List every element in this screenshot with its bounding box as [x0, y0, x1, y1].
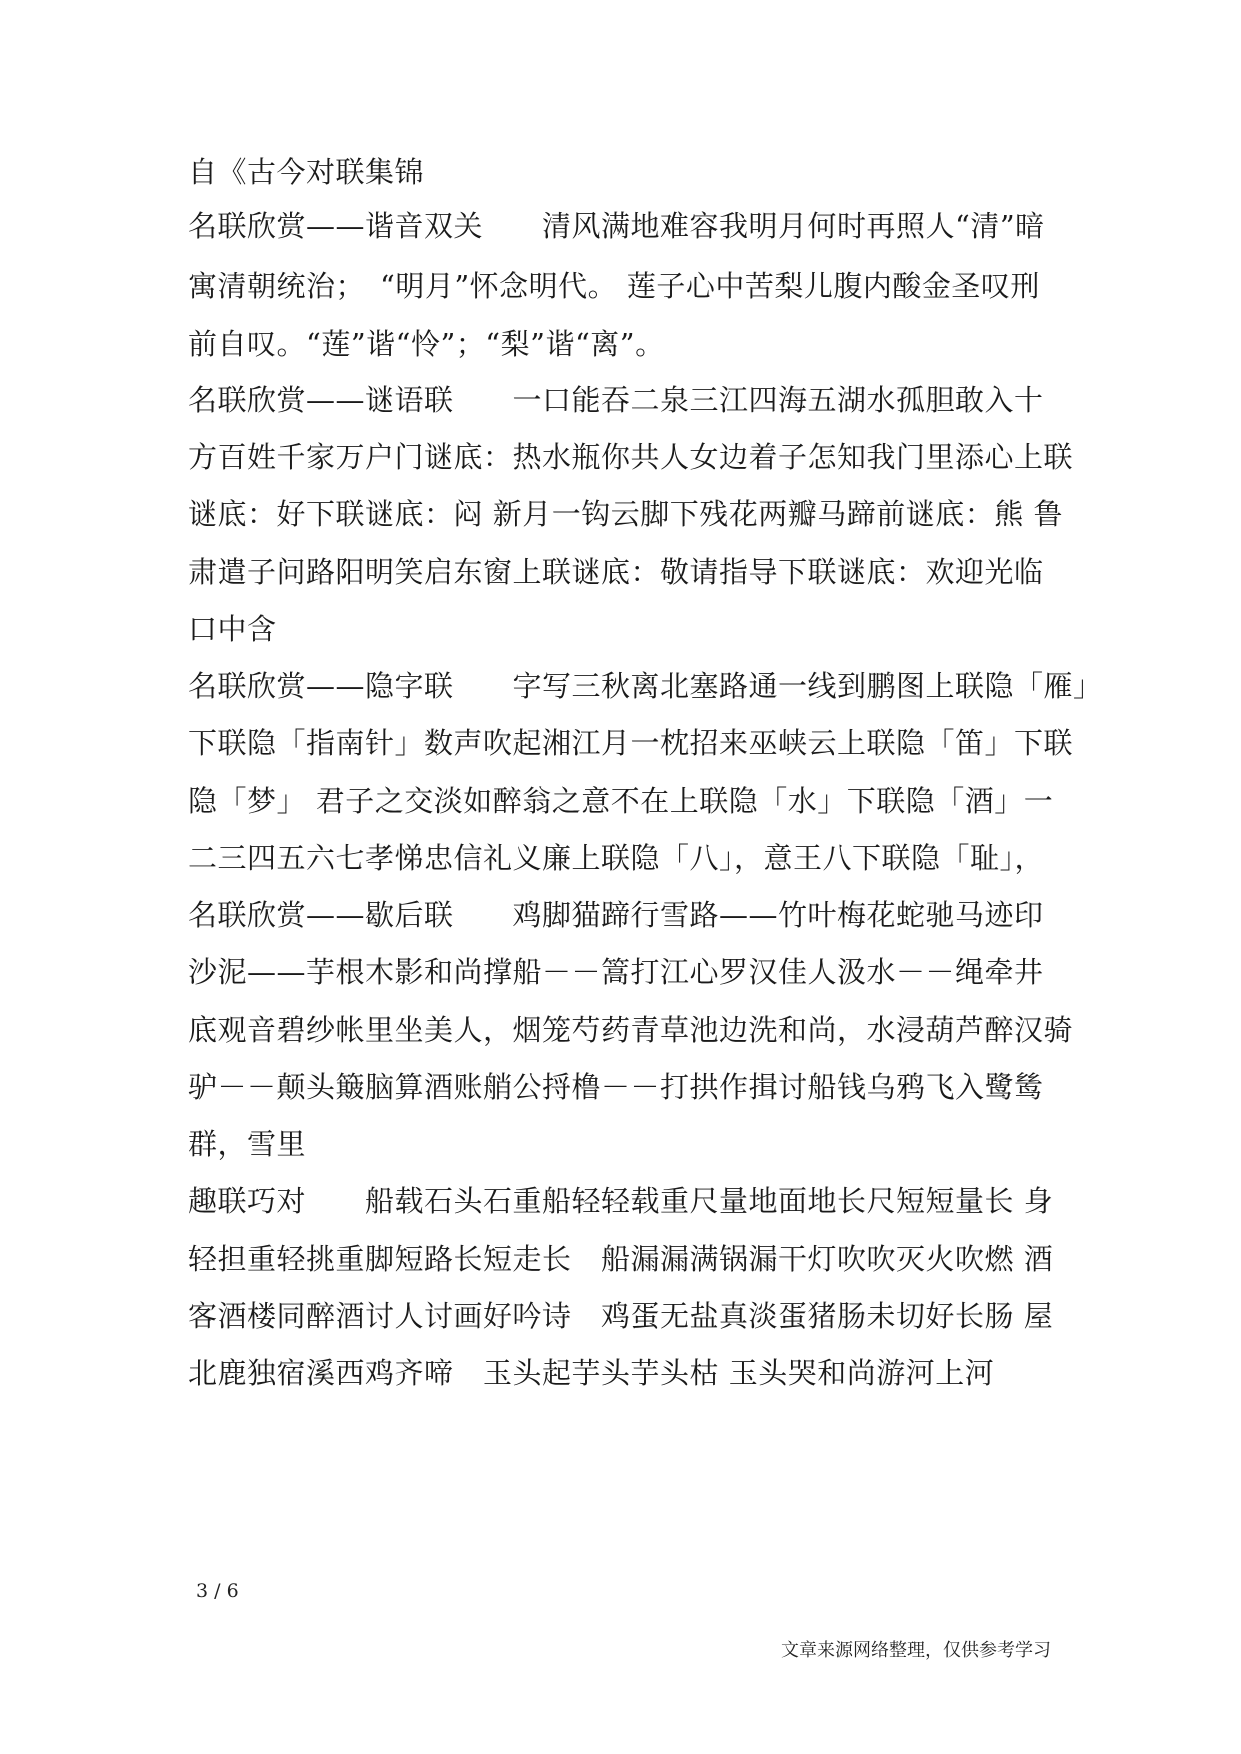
text-line: 客酒楼同醉酒讨人讨画好吟诗 鸡蛋无盐真淡蛋猪肠未切好长肠 屋 [188, 1299, 1054, 1333]
footer-note: 文章来源网络整理，仅供参考学习 [781, 1640, 1051, 1661]
text-line: 驴－－颠头簸脑算酒账艄公捋橹－－打拱作揖讨船钱乌鸦飞入鹭鸶 [188, 1070, 1044, 1104]
text-line: 下联隐「指南针」数声吹起湘江月一枕招来巫峡云上联隐「笛」下联 [188, 726, 1074, 760]
text-line: 寓清朝统治； “明月”怀念明代。 莲子心中苦梨儿腹内酸金圣叹刑 [188, 269, 1040, 303]
text-line: 群，雪里 [188, 1127, 307, 1161]
text-line: 隐「梦」 君子之交淡如醉翁之意不在上联隐「水」下联隐「酒」一 [188, 784, 1054, 818]
text-line: 方百姓千家万户门谜底：热水瓶你共人女边着子怎知我门里添心上联 [188, 440, 1074, 474]
text-line: 底观音碧纱帐里坐美人，烟笼芍药青草池边洗和尚，水浸葫芦醉汉骑 [188, 1013, 1074, 1047]
text-line: 沙泥——芋根木影和尚撑船－－篙打江心罗汉佳人汲水－－绳牵井 [188, 955, 1044, 989]
text-line: 谜底：好下联谜底：闷 新月一钩云脚下残花两瓣马蹄前谜底：熊 鲁 [188, 497, 1063, 531]
page-number: 3 / 6 [196, 1580, 239, 1602]
text-line: 北鹿独宿溪西鸡齐啼 玉头起芋头芋头枯 玉头哭和尚游河上河 [188, 1356, 995, 1390]
text-line: 名联欣赏——谐音双关 清风满地难容我明月何时再照人“清”暗 [188, 209, 1045, 243]
text-line: 口中含 [188, 612, 277, 646]
text-line: 名联欣赏——谜语联 一口能吞二泉三江四海五湖水孤胆敢入十 [188, 383, 1044, 417]
text-line: 轻担重轻挑重脚短路长短走长 船漏漏满锅漏干灯吹吹灭火吹燃 酒 [188, 1242, 1054, 1276]
text-line: 肃遣子问路阳明笑启东窗上联谜底：敬请指导下联谜底：欢迎光临 [188, 555, 1044, 589]
text-line: 自《古今对联集锦 [188, 155, 425, 189]
text-line: 趣联巧对 船载石头石重船轻轻载重尺量地面地长尺短短量长 身 [188, 1184, 1054, 1218]
text-line: 名联欣赏——隐字联 字写三秋离北塞路通一线到鹏图上联隐「雁」 [188, 669, 1103, 703]
text-line: 前自叹。“莲”谐“怜”；“梨”谐“离”。 [188, 327, 665, 361]
text-line: 名联欣赏——歇后联 鸡脚猫蹄行雪路——竹叶梅花蛇驰马迹印 [188, 898, 1044, 932]
text-line: 二三四五六七孝悌忠信礼义廉上联隐「八」，意王八下联隐「耻」， [188, 841, 1045, 875]
